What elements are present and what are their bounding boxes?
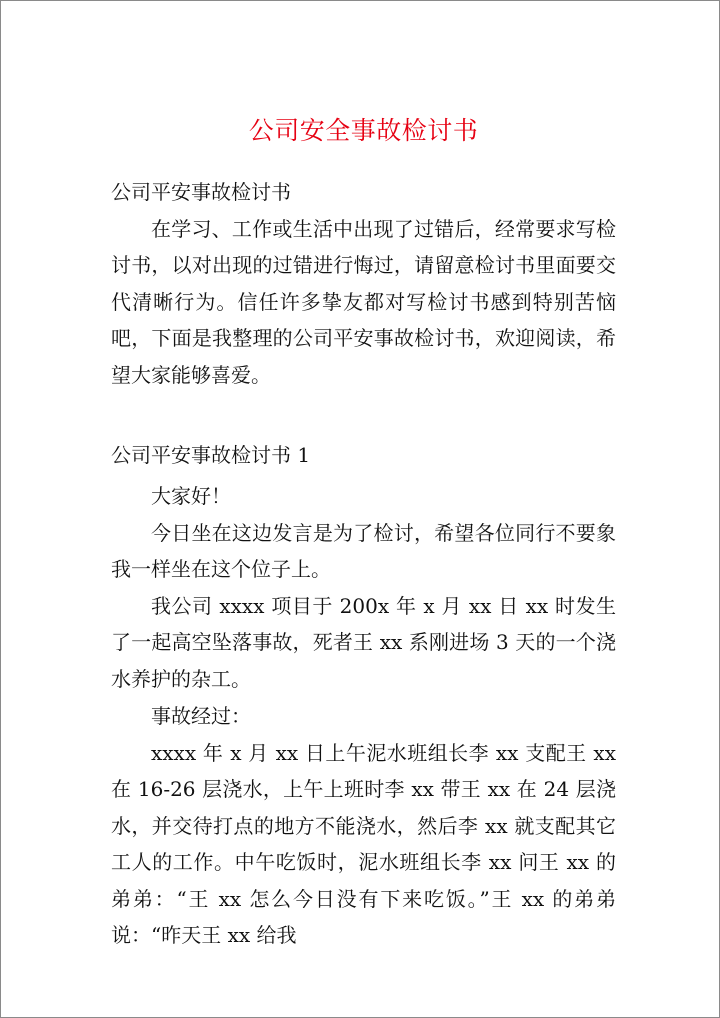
section-heading: 公司平安事故检讨书 1 — [111, 443, 311, 467]
intro-paragraph: 在学习、工作或生活中出现了过错后，经常要求写检讨书，以对出现的过错进行悔过，请留意检讨书里面要交代清晰行为。信任许多挚友都对写检讨书感到特别苦恼吧，下面是我整理的公司平安事故检讨书，欢迎阅读，希望大家能够喜爱。 — [111, 217, 616, 387]
paragraph-1: 今日坐在这边发言是为了检讨，希望各位同行不要象我一样坐在这个位子上。 — [111, 521, 616, 582]
paragraph-3: 事故经过： — [151, 704, 251, 728]
greeting-paragraph: 大家好！ — [151, 484, 231, 508]
paragraph-2: 我公司 xxxx 项目于 200x 年 x 月 xx 日 xx 时发生了一起高空坠落事故，死者王 xx 系刚进场 3 天的一个浇水养护的杂工。 — [111, 594, 616, 691]
document-subtitle: 公司平安事故检讨书 — [111, 180, 291, 204]
document-title: 公司安全事故检讨书 — [248, 116, 479, 145]
paragraph-4: xxxx 年 x 月 xx 日上午泥水班组长李 xx 支配王 xx 在 16-26 层浇水，上午上班时李 xx 带王 xx 在 24 层浇水，并交待打点的地方不能浇水，然后李 xx 就支配其它工人的工作。中午吃饭时，泥水班组长李 xx 问王 xx 的弟弟：“王 xx 怎么今日没有下来吃饭。”王 xx 的弟弟说：“昨天王 xx 给我 — [111, 741, 616, 948]
